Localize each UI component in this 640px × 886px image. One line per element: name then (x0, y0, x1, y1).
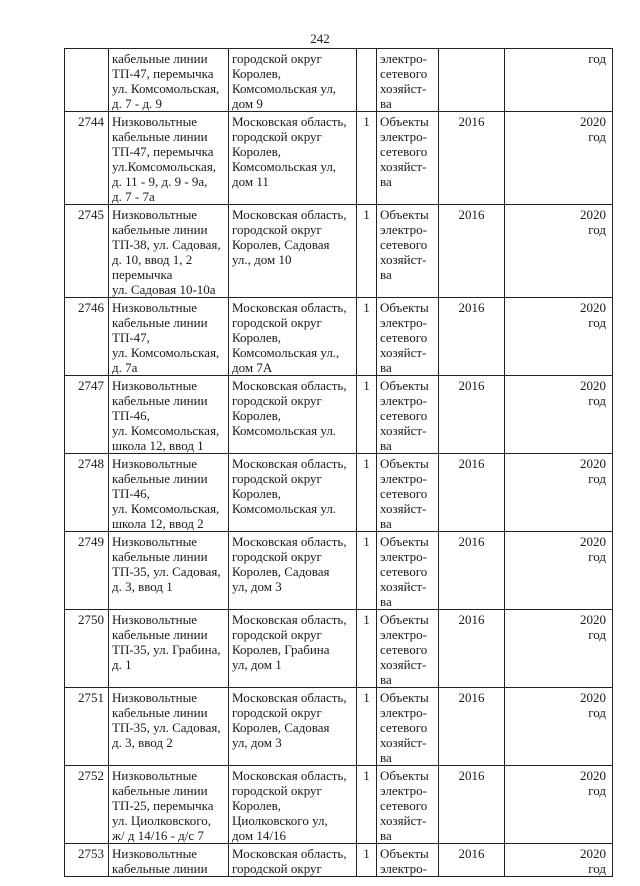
address-line: Московская область, (232, 534, 347, 549)
category-line: электро- (380, 222, 427, 237)
object-name-line: ТП-35, ул. Садовая, (112, 564, 221, 579)
row-number-text: 2746 (78, 300, 104, 315)
category-line: сетевого (380, 720, 428, 735)
category-cell (377, 766, 439, 844)
year-start-text: 2016 (458, 690, 485, 705)
object-name-cell (109, 205, 229, 298)
address-line: Московская область, (232, 846, 347, 861)
row-number-cell (65, 49, 109, 112)
object-name-line: ул. Садовая 10-10а (112, 282, 216, 297)
table-row (65, 49, 613, 112)
year-start-cell (439, 844, 505, 877)
category-cell (377, 610, 439, 688)
row-number-text: 2752 (78, 768, 104, 783)
address-cell (229, 112, 357, 205)
object-name-line: д. 7 - д. 9 (112, 96, 163, 111)
address-line: Королев, (232, 144, 281, 159)
category-line: Объекты (380, 768, 429, 783)
category-line: электро- (380, 861, 427, 876)
quantity-cell (357, 766, 377, 844)
year-end-line: 2020 (580, 846, 606, 861)
year-end-line: 2020 (580, 207, 606, 222)
category-line: электро- (380, 783, 427, 798)
address-line: городской округ (232, 471, 322, 486)
object-name-line: Низковольтные (112, 114, 198, 129)
year-start-cell (439, 688, 505, 766)
object-name-line: ж/ д 14/16 - д/с 7 (112, 828, 204, 843)
year-end-line: год (588, 315, 606, 330)
category-line: хозяйст- (380, 735, 427, 750)
year-start-cell (439, 454, 505, 532)
address-cell (229, 376, 357, 454)
category-line: сетевого (380, 408, 428, 423)
year-end-line: 2020 (580, 768, 606, 783)
category-line: Объекты (380, 534, 429, 549)
year-end-line: 2020 (580, 534, 606, 549)
quantity-text: 1 (363, 534, 370, 549)
object-name-line: ул.Комсомольская, (112, 159, 217, 174)
address-line: городской округ (232, 861, 322, 876)
object-name-cell (109, 844, 229, 877)
address-line: городской округ (232, 315, 322, 330)
object-name-cell (109, 112, 229, 205)
quantity-text: 1 (363, 768, 370, 783)
object-name-line: Низковольтные (112, 846, 198, 861)
year-end-line: год (588, 783, 606, 798)
address-cell (229, 532, 357, 610)
object-name-line: ул. Комсомольская, (112, 423, 220, 438)
year-end-line: 2020 (580, 612, 606, 627)
row-number-text: 2751 (78, 690, 104, 705)
object-name-line: д. 11 - 9, д. 9 - 9а, (112, 174, 208, 189)
category-line: сетевого (380, 564, 428, 579)
address-cell (229, 610, 357, 688)
year-end-line: 2020 (580, 690, 606, 705)
object-name-cell (109, 454, 229, 532)
row-number-cell (65, 376, 109, 454)
object-name-line: д. 7 - 7а (112, 189, 155, 204)
object-name-line: кабельные линии (112, 471, 208, 486)
category-line: хозяйст- (380, 423, 427, 438)
category-line: ва (380, 438, 392, 453)
address-line: дом 7А (232, 360, 273, 375)
address-line: городской округ (232, 129, 322, 144)
category-cell (377, 112, 439, 205)
category-line: электро- (380, 315, 427, 330)
object-name-line: Низковольтные (112, 300, 198, 315)
row-number-cell (65, 205, 109, 298)
year-start-text: 2016 (458, 456, 485, 471)
quantity-cell (357, 376, 377, 454)
category-line: Объекты (380, 456, 429, 471)
address-line: Королев, (232, 798, 281, 813)
address-line: Московская область, (232, 207, 347, 222)
table-row (65, 844, 613, 877)
address-cell (229, 844, 357, 877)
address-line: городской округ (232, 51, 322, 66)
quantity-text: 1 (363, 690, 370, 705)
year-end-line: 2020 (580, 456, 606, 471)
year-start-text: 2016 (458, 612, 485, 627)
category-line: электро- (380, 51, 427, 66)
address-line: дом 11 (232, 174, 269, 189)
object-name-line: ТП-47, перемычка (112, 144, 214, 159)
object-name-line: д. 10, ввод 1, 2 (112, 252, 193, 267)
year-start-cell (439, 298, 505, 376)
category-line: хозяйст- (380, 501, 427, 516)
category-line: электро- (380, 471, 427, 486)
object-name-line: ТП-35, ул. Грабина, (112, 642, 221, 657)
year-start-text: 2016 (458, 207, 485, 222)
object-name-cell (109, 298, 229, 376)
address-line: городской округ (232, 627, 322, 642)
category-line: хозяйст- (380, 345, 427, 360)
table-row (65, 298, 613, 376)
row-number-text: 2747 (78, 378, 104, 393)
page-number: 242 (310, 31, 330, 46)
category-line: сетевого (380, 642, 428, 657)
address-line: Королев, (232, 408, 281, 423)
category-line: хозяйст- (380, 81, 427, 96)
category-line: ва (380, 828, 392, 843)
quantity-cell (357, 112, 377, 205)
object-name-line: ул. Комсомольская, (112, 81, 220, 96)
category-line: хозяйст- (380, 813, 427, 828)
year-end-line: год (588, 705, 606, 720)
category-line: Объекты (380, 114, 429, 129)
address-cell (229, 688, 357, 766)
row-number-cell (65, 844, 109, 877)
category-line: электро- (380, 705, 427, 720)
object-name-line: ТП-47, (112, 330, 150, 345)
quantity-text: 1 (363, 612, 370, 627)
quantity-text: 1 (363, 378, 370, 393)
category-line: хозяйст- (380, 159, 427, 174)
quantity-cell (357, 844, 377, 877)
objects-table (64, 48, 613, 877)
row-number-text: 2750 (78, 612, 104, 627)
category-line: ва (380, 174, 392, 189)
year-end-cell (505, 298, 613, 376)
quantity-text: 1 (363, 114, 370, 129)
year-start-cell (439, 112, 505, 205)
object-name-line: ул. Циолковского, (112, 813, 211, 828)
object-name-line: кабельные линии (112, 627, 208, 642)
year-end-line: год (588, 549, 606, 564)
year-end-line: 2020 (580, 300, 606, 315)
object-name-line: Низковольтные (112, 534, 198, 549)
category-line: Объекты (380, 300, 429, 315)
category-cell (377, 376, 439, 454)
year-end-line: год (588, 51, 606, 66)
year-start-cell (439, 49, 505, 112)
quantity-cell (357, 610, 377, 688)
year-start-text: 2016 (458, 534, 485, 549)
year-start-cell (439, 205, 505, 298)
address-line: городской округ (232, 705, 322, 720)
address-line: городской округ (232, 783, 322, 798)
quantity-cell (357, 298, 377, 376)
row-number-cell (65, 688, 109, 766)
category-line: ва (380, 750, 392, 765)
object-name-line: ТП-25, перемычка (112, 798, 214, 813)
object-name-line: ТП-47, перемычка (112, 66, 214, 81)
category-cell (377, 205, 439, 298)
object-name-line: кабельные линии (112, 861, 208, 876)
object-name-line: кабельные линии (112, 549, 208, 564)
category-cell (377, 298, 439, 376)
category-line: хозяйст- (380, 252, 427, 267)
quantity-cell (357, 688, 377, 766)
year-start-cell (439, 610, 505, 688)
category-line: ва (380, 96, 392, 111)
category-line: электро- (380, 129, 427, 144)
category-line: ва (380, 594, 392, 609)
address-cell (229, 49, 357, 112)
year-end-line: год (588, 627, 606, 642)
table-row (65, 766, 613, 844)
category-line: сетевого (380, 330, 428, 345)
row-number-text: 2745 (78, 207, 104, 222)
category-cell (377, 454, 439, 532)
address-line: Комсомольская ул., (232, 345, 340, 360)
year-start-text: 2016 (458, 768, 485, 783)
address-line: Московская область, (232, 378, 347, 393)
category-line: электро- (380, 627, 427, 642)
row-number-text: 2753 (78, 846, 104, 861)
year-end-cell (505, 49, 613, 112)
category-line: хозяйст- (380, 657, 427, 672)
address-cell (229, 766, 357, 844)
object-name-cell (109, 610, 229, 688)
address-line: Комсомольская ул. (232, 501, 337, 516)
table-row (65, 205, 613, 298)
object-name-line: Низковольтные (112, 768, 198, 783)
year-end-line: год (588, 129, 606, 144)
category-line: электро- (380, 393, 427, 408)
object-name-line: кабельные линии (112, 393, 208, 408)
address-line: Московская область, (232, 300, 347, 315)
object-name-line: д. 3, ввод 1 (112, 579, 173, 594)
year-start-text: 2016 (458, 114, 485, 129)
quantity-text: 1 (363, 300, 370, 315)
year-start-cell (439, 376, 505, 454)
address-line: Королев, (232, 486, 281, 501)
category-line: сетевого (380, 237, 428, 252)
object-name-line: ТП-35, ул. Садовая, (112, 720, 221, 735)
object-name-line: кабельные линии (112, 315, 208, 330)
row-number-cell (65, 112, 109, 205)
year-end-cell (505, 112, 613, 205)
address-line: Королев, (232, 66, 281, 81)
address-cell (229, 298, 357, 376)
year-end-cell (505, 376, 613, 454)
year-end-line: год (588, 471, 606, 486)
address-line: ул, дом 3 (232, 735, 282, 750)
row-number-cell (65, 610, 109, 688)
year-start-text: 2016 (458, 378, 485, 393)
object-name-line: кабельные линии (112, 51, 208, 66)
category-line: Объекты (380, 690, 429, 705)
year-end-cell (505, 532, 613, 610)
object-name-line: Низковольтные (112, 378, 198, 393)
category-line: ва (380, 360, 392, 375)
object-name-cell (109, 376, 229, 454)
table-row (65, 454, 613, 532)
category-line: Объекты (380, 378, 429, 393)
address-line: Королев, Садовая (232, 720, 330, 735)
address-line: Комсомольская ул, (232, 159, 337, 174)
table-row (65, 610, 613, 688)
address-line: дом 14/16 (232, 828, 286, 843)
row-number-cell (65, 298, 109, 376)
category-line: сетевого (380, 66, 428, 81)
year-start-text: 2016 (458, 300, 485, 315)
category-line: Объекты (380, 207, 429, 222)
address-line: Королев, (232, 330, 281, 345)
address-line: городской округ (232, 549, 322, 564)
object-name-line: ул. Комсомольская, (112, 501, 220, 516)
year-end-line: год (588, 861, 606, 876)
address-line: Московская область, (232, 612, 347, 627)
year-start-cell (439, 766, 505, 844)
quantity-cell (357, 454, 377, 532)
object-name-line: кабельные линии (112, 222, 208, 237)
year-end-cell (505, 844, 613, 877)
row-number-cell (65, 766, 109, 844)
address-cell (229, 454, 357, 532)
row-number-cell (65, 532, 109, 610)
category-line: электро- (380, 549, 427, 564)
category-line: Объекты (380, 612, 429, 627)
object-name-line: Низковольтные (112, 207, 198, 222)
row-number-text: 2749 (78, 534, 104, 549)
object-name-line: Низковольтные (112, 690, 198, 705)
address-line: городской округ (232, 393, 322, 408)
table-row (65, 688, 613, 766)
object-name-cell (109, 49, 229, 112)
quantity-text: 1 (363, 207, 370, 222)
address-line: Комсомольская ул, (232, 81, 337, 96)
table-body (65, 49, 613, 877)
address-line: Комсомольская ул. (232, 423, 337, 438)
object-name-line: д. 7а (112, 360, 138, 375)
object-name-line: ул. Комсомольская, (112, 345, 220, 360)
table-row (65, 376, 613, 454)
table-row (65, 532, 613, 610)
quantity-cell (357, 532, 377, 610)
year-end-cell (505, 610, 613, 688)
object-name-line: школа 12, ввод 2 (112, 516, 204, 531)
object-name-line: Низковольтные (112, 612, 198, 627)
object-name-cell (109, 532, 229, 610)
year-end-line: год (588, 222, 606, 237)
category-line: ва (380, 516, 392, 531)
object-name-line: кабельные линии (112, 705, 208, 720)
year-end-line: 2020 (580, 114, 606, 129)
year-end-cell (505, 688, 613, 766)
object-name-line: ТП-46, (112, 486, 150, 501)
row-number-cell (65, 454, 109, 532)
category-line: хозяйст- (380, 579, 427, 594)
category-line: сетевого (380, 486, 428, 501)
object-name-line: кабельные линии (112, 129, 208, 144)
row-number-text: 2744 (78, 114, 104, 129)
address-line: Циолковского ул, (232, 813, 328, 828)
address-cell (229, 205, 357, 298)
address-line: Московская область, (232, 768, 347, 783)
object-name-line: д. 3, ввод 2 (112, 735, 173, 750)
year-end-line: год (588, 393, 606, 408)
category-line: сетевого (380, 798, 428, 813)
address-line: Королев, Садовая (232, 237, 330, 252)
year-start-cell (439, 532, 505, 610)
object-name-cell (109, 688, 229, 766)
address-line: Московская область, (232, 690, 347, 705)
year-start-text: 2016 (458, 846, 485, 861)
quantity-cell (357, 205, 377, 298)
year-end-cell (505, 205, 613, 298)
object-name-line: ТП-38, ул. Садовая, (112, 237, 221, 252)
category-cell (377, 688, 439, 766)
address-line: ул, дом 3 (232, 579, 282, 594)
category-line: ва (380, 267, 392, 282)
category-cell (377, 844, 439, 877)
address-line: городской округ (232, 222, 322, 237)
category-line: сетевого (380, 144, 428, 159)
category-line: Объекты (380, 846, 429, 861)
address-line: ул., дом 10 (232, 252, 292, 267)
year-end-line: 2020 (580, 378, 606, 393)
year-end-cell (505, 454, 613, 532)
address-line: ул, дом 1 (232, 657, 282, 672)
object-name-cell (109, 766, 229, 844)
category-line: ва (380, 672, 392, 687)
address-line: Московская область, (232, 114, 347, 129)
category-cell (377, 49, 439, 112)
quantity-cell (357, 49, 377, 112)
year-end-cell (505, 766, 613, 844)
object-name-line: д. 1 (112, 657, 132, 672)
object-name-line: школа 12, ввод 1 (112, 438, 204, 453)
address-line: дом 9 (232, 96, 263, 111)
address-line: Королев, Садовая (232, 564, 330, 579)
quantity-text: 1 (363, 846, 370, 861)
address-line: Московская область, (232, 456, 347, 471)
object-name-line: ТП-46, (112, 408, 150, 423)
row-number-text: 2748 (78, 456, 104, 471)
table-row (65, 112, 613, 205)
object-name-line: кабельные линии (112, 783, 208, 798)
address-line: Королев, Грабина (232, 642, 330, 657)
category-cell (377, 532, 439, 610)
object-name-line: Низковольтные (112, 456, 198, 471)
quantity-text: 1 (363, 456, 370, 471)
object-name-line: перемычка (112, 267, 173, 282)
